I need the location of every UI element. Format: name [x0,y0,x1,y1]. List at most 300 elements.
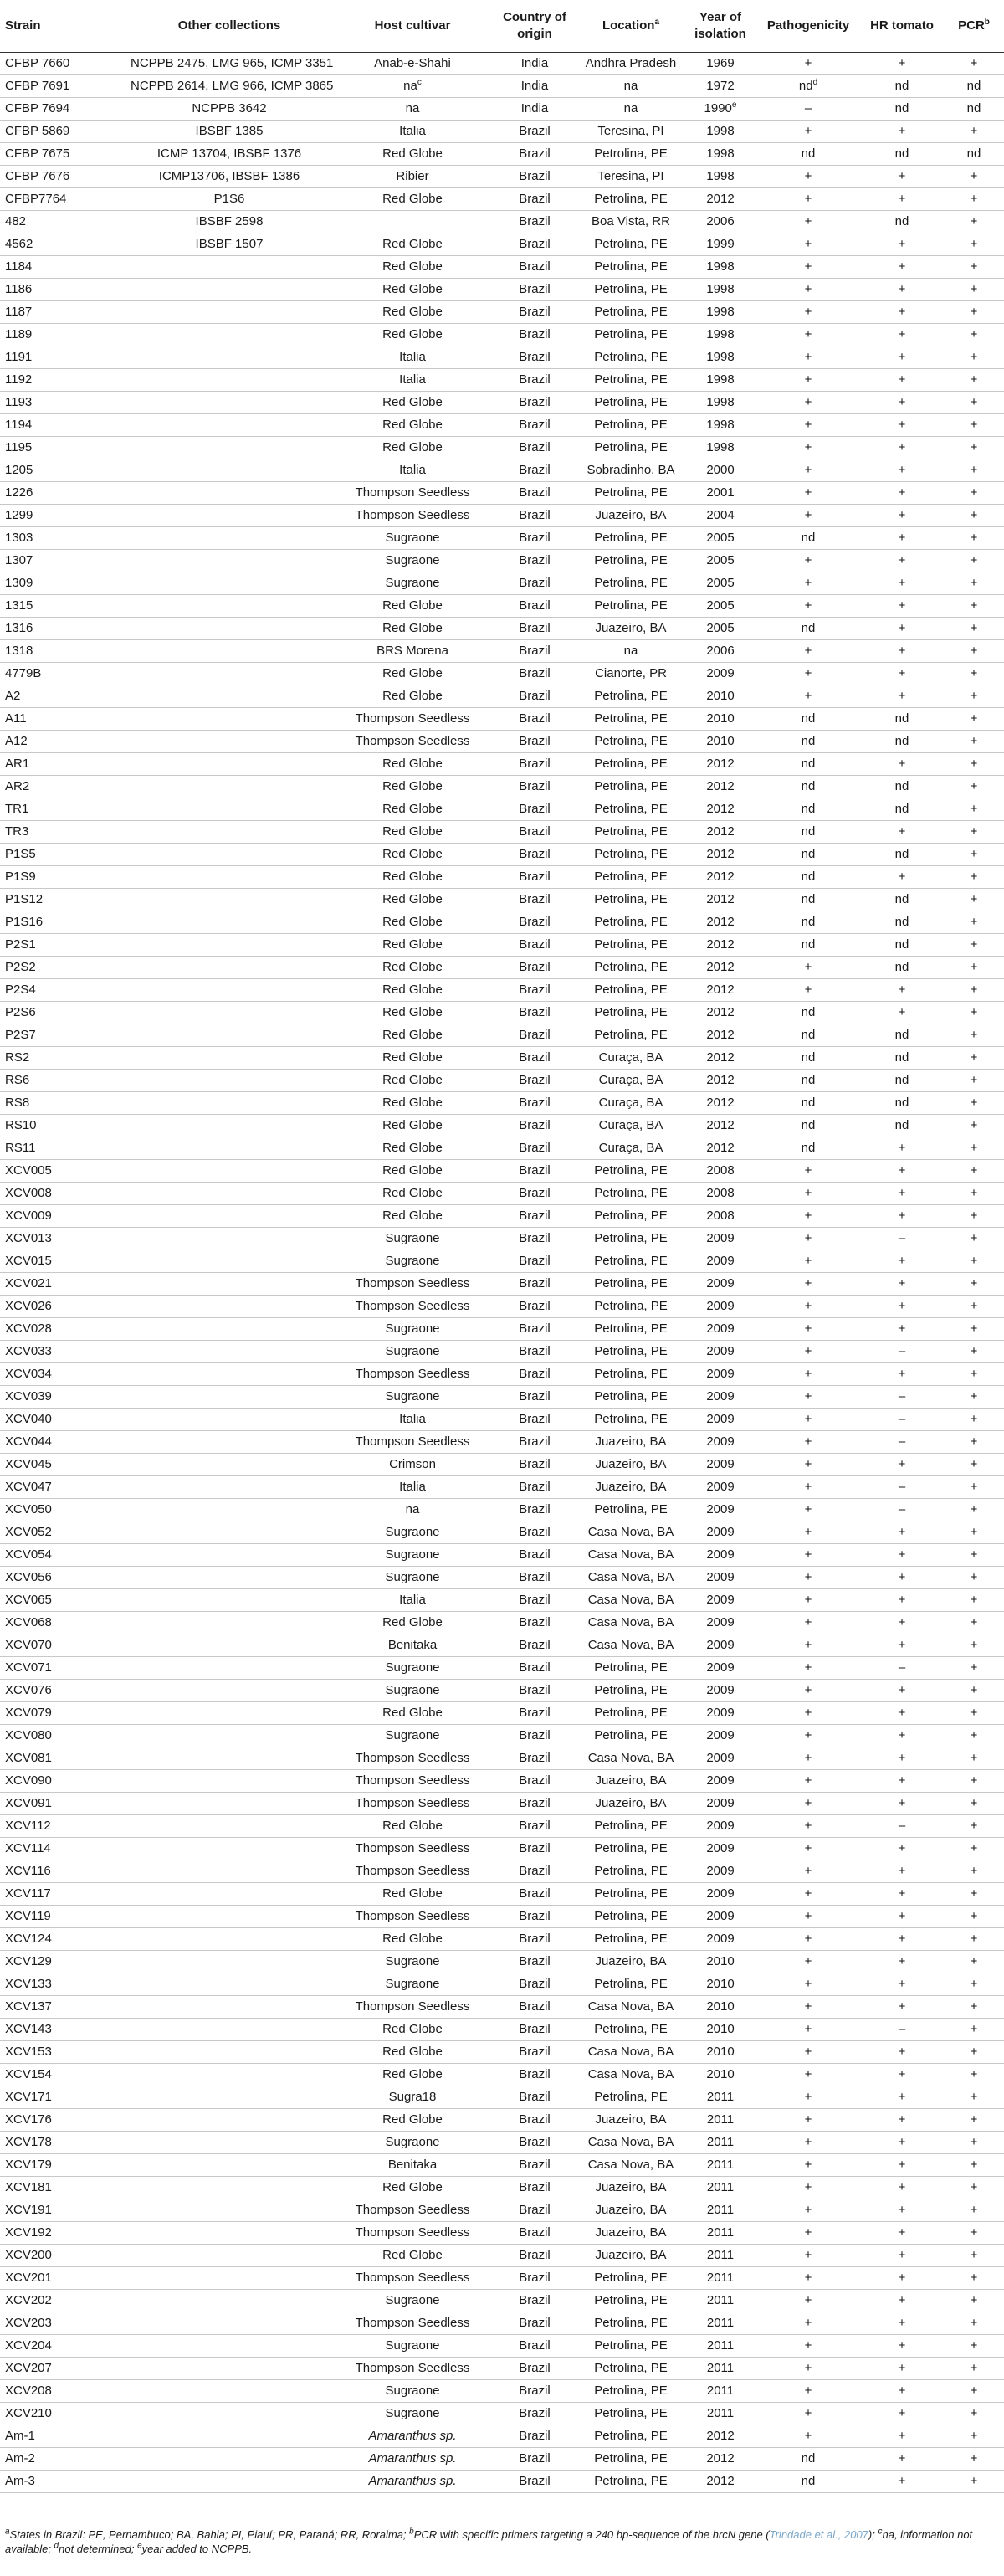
cell-host-cultivar: Red Globe [333,618,492,640]
cell-host-cultivar: Red Globe [333,1160,492,1183]
cell-pathogenicity: + [756,166,860,188]
cell-pathogenicity: + [756,1860,860,1883]
table-row [0,121,1004,143]
table-row [0,1567,1004,1589]
cell-location: Petrolina, PE [577,1183,684,1205]
cell-location: Casa Nova, BA [577,1612,684,1634]
cell-strain: XCV071 [0,1657,126,1680]
cell-strain: XCV154 [0,2064,126,2086]
cell-pcr: + [944,233,1004,256]
cell-strain: RS10 [0,1115,126,1137]
cell-pcr: + [944,1341,1004,1363]
cell-location: Petrolina, PE [577,1838,684,1860]
table-row [0,324,1004,346]
cell-strain: TR1 [0,798,126,821]
cell-year: 2005 [684,550,756,572]
cell-host-cultivar: Italia [333,459,492,482]
cell-country: Brazil [492,1476,577,1499]
cell-hr-tomato: + [860,346,944,369]
cell-host-cultivar: Red Globe [333,1024,492,1047]
cell-pathogenicity: + [756,685,860,708]
table-row [0,866,1004,889]
cell-country: Brazil [492,324,577,346]
cell-pathogenicity: + [756,1815,860,1838]
table-row [0,166,1004,188]
cell-location: Casa Nova, BA [577,1567,684,1589]
cell-country: Brazil [492,527,577,550]
cell-pcr: + [944,1589,1004,1612]
cell-other-collections [126,1793,333,1815]
cell-hr-tomato: + [860,1680,944,1702]
cell-country: Brazil [492,2403,577,2425]
cell-host-cultivar: Thompson Seedless [333,1770,492,1793]
table-row [0,2425,1004,2448]
cell-year: 2009 [684,1815,756,1838]
cell-pathogenicity: + [756,1521,860,1544]
cell-strain: XCV091 [0,1793,126,1815]
cell-other-collections [126,1047,333,1070]
cell-year: 2011 [684,2335,756,2358]
cell-location: Petrolina, PE [577,392,684,414]
cell-pathogenicity: nd [756,844,860,866]
cell-other-collections [126,934,333,957]
cell-pathogenicity: + [756,1770,860,1793]
cell-other-collections [126,685,333,708]
cell-strain: 1315 [0,595,126,618]
cell-year: 2010 [684,2019,756,2041]
cell-country: Brazil [492,2086,577,2109]
cell-other-collections [126,1454,333,1476]
cell-hr-tomato: – [860,1499,944,1521]
cell-country: Brazil [492,979,577,1002]
cell-pathogenicity: + [756,2222,860,2245]
cell-host-cultivar: Sugraone [333,1341,492,1363]
cell-host-cultivar: Sugraone [333,1544,492,1567]
cell-country: Brazil [492,2222,577,2245]
cell-year: 2011 [684,2177,756,2199]
cell-other-collections [126,776,333,798]
cell-year: 2009 [684,1386,756,1409]
cell-other-collections [126,1657,333,1680]
cell-host-cultivar: Red Globe [333,844,492,866]
cell-hr-tomato: + [860,550,944,572]
cell-year: 2012 [684,2448,756,2471]
cell-country: Brazil [492,392,577,414]
cell-location: Petrolina, PE [577,1341,684,1363]
cell-other-collections [126,2425,333,2448]
table-row [0,188,1004,211]
cell-other-collections [126,957,333,979]
cell-pcr: + [944,1521,1004,1544]
cell-pathogenicity: + [756,1273,860,1296]
table-row [0,889,1004,911]
cell-hr-tomato: + [860,1137,944,1160]
cell-country: Brazil [492,346,577,369]
cell-year: 2012 [684,934,756,957]
cell-location: Petrolina, PE [577,2290,684,2312]
cell-host-cultivar: Sugraone [333,1567,492,1589]
cell-other-collections [126,2358,333,2380]
table-row [0,663,1004,685]
cell-other-collections: NCPPB 2614, LMG 966, ICMP 3865 [126,75,333,98]
cell-year: 2011 [684,2290,756,2312]
cell-strain: XCV044 [0,1431,126,1454]
table-row [0,1363,1004,1386]
cell-other-collections [126,1183,333,1205]
cell-pathogenicity: + [756,1906,860,1928]
cell-pathogenicity: nd [756,2448,860,2471]
cell-hr-tomato: nd [860,75,944,98]
cell-country: Brazil [492,663,577,685]
cell-pathogenicity: + [756,2154,860,2177]
cell-country: Brazil [492,1567,577,1589]
cell-other-collections [126,663,333,685]
cell-year: 2008 [684,1205,756,1228]
cell-pathogenicity: + [756,2086,860,2109]
cell-other-collections [126,1273,333,1296]
cell-pathogenicity: nd [756,889,860,911]
cell-pathogenicity: + [756,663,860,685]
cell-other-collections [126,2448,333,2471]
cell-pathogenicity: + [756,1838,860,1860]
table-row [0,2471,1004,2493]
cell-year: 2011 [684,2267,756,2290]
cell-pcr: + [944,731,1004,753]
cell-pcr: + [944,1928,1004,1951]
cell-other-collections: NCPPB 2475, LMG 965, ICMP 3351 [126,53,333,75]
cell-location: Petrolina, PE [577,1906,684,1928]
cell-location: Petrolina, PE [577,2267,684,2290]
cell-location: Petrolina, PE [577,1702,684,1725]
cell-other-collections [126,1951,333,1973]
cell-pcr: + [944,1770,1004,1793]
cell-host-cultivar: Sugra18 [333,2086,492,2109]
table-row [0,279,1004,301]
cell-pcr: + [944,1228,1004,1250]
cell-strain: XCV005 [0,1160,126,1183]
cell-hr-tomato: + [860,663,944,685]
cell-location: Petrolina, PE [577,482,684,505]
cell-host-cultivar: Sugraone [333,550,492,572]
table-row [0,1928,1004,1951]
table-row [0,685,1004,708]
cell-host-cultivar: Sugraone [333,1228,492,1250]
cell-location: Petrolina, PE [577,595,684,618]
cell-location: Petrolina, PE [577,844,684,866]
table-row [0,1612,1004,1634]
cell-pathogenicity: + [756,1476,860,1499]
cell-location: Sobradinho, BA [577,459,684,482]
cell-year: 2005 [684,595,756,618]
cell-year: 2009 [684,1341,756,1363]
cell-country: Brazil [492,2471,577,2493]
cell-hr-tomato: + [860,2312,944,2335]
cell-year: 2009 [684,1883,756,1906]
cell-host-cultivar: Amaranthus sp. [333,2425,492,2448]
cell-year: 2012 [684,1115,756,1137]
cell-other-collections [126,1589,333,1612]
cell-hr-tomato: + [860,437,944,459]
cell-host-cultivar: Red Globe [333,1092,492,1115]
cell-pcr: + [944,256,1004,279]
cell-hr-tomato: nd [860,211,944,233]
cell-year: 2009 [684,1567,756,1589]
table-row [0,505,1004,527]
cell-pcr: nd [944,143,1004,166]
cell-strain: 1226 [0,482,126,505]
cell-other-collections [126,527,333,550]
cell-strain: CFBP 7694 [0,98,126,121]
cell-location: Casa Nova, BA [577,1747,684,1770]
cell-strain: 1299 [0,505,126,527]
cell-host-cultivar: Red Globe [333,1612,492,1634]
cell-location: Petrolina, PE [577,369,684,392]
cell-hr-tomato: + [860,527,944,550]
cell-hr-tomato: + [860,1521,944,1544]
table-row [0,437,1004,459]
table-row [0,1634,1004,1657]
table-row [0,1160,1004,1183]
cell-strain: A12 [0,731,126,753]
cell-pcr: + [944,911,1004,934]
cell-country: Brazil [492,166,577,188]
cell-strain: XCV207 [0,2358,126,2380]
cell-location: Petrolina, PE [577,731,684,753]
cell-other-collections [126,279,333,301]
cell-hr-tomato: + [860,2448,944,2471]
cell-host-cultivar: Red Globe [333,1883,492,1906]
cell-hr-tomato: + [860,821,944,844]
cell-host-cultivar: Italia [333,1476,492,1499]
cell-location: Petrolina, PE [577,188,684,211]
cell-other-collections [126,2086,333,2109]
cell-location: Petrolina, PE [577,1860,684,1883]
cell-pathogenicity: + [756,1996,860,2019]
cell-strain: P2S4 [0,979,126,1002]
cell-pcr: + [944,301,1004,324]
cell-other-collections [126,979,333,1002]
cell-pcr: + [944,2199,1004,2222]
cell-year: 2009 [684,1409,756,1431]
cell-pcr: + [944,1002,1004,1024]
cell-hr-tomato: nd [860,1092,944,1115]
cell-strain: RS2 [0,1047,126,1070]
cell-strain: XCV047 [0,1476,126,1499]
cell-country: Brazil [492,121,577,143]
cell-location: Petrolina, PE [577,2335,684,2358]
cell-pathogenicity: + [756,482,860,505]
cell-location: Curaça, BA [577,1137,684,1160]
cell-strain: CFBP7764 [0,188,126,211]
cell-country: Brazil [492,2177,577,2199]
cell-pcr: + [944,1431,1004,1454]
cell-pathogenicity: + [756,1431,860,1454]
cell-pcr: + [944,1160,1004,1183]
cell-location: Petrolina, PE [577,708,684,731]
cell-year: 2011 [684,2199,756,2222]
cell-hr-tomato: nd [860,1115,944,1137]
cell-host-cultivar: Red Globe [333,437,492,459]
cell-pcr: + [944,685,1004,708]
cell-hr-tomato: + [860,753,944,776]
cell-pathogenicity: + [756,640,860,663]
cell-location: Juazeiro, BA [577,1793,684,1815]
cell-year: 2009 [684,1634,756,1657]
cell-strain: XCV133 [0,1973,126,1996]
cell-hr-tomato: + [860,166,944,188]
cell-strain: XCV028 [0,1318,126,1341]
cell-hr-tomato: + [860,482,944,505]
table-row [0,1906,1004,1928]
cell-country: Brazil [492,279,577,301]
cell-country: Brazil [492,233,577,256]
cell-country: Brazil [492,437,577,459]
cell-other-collections [126,550,333,572]
table-row [0,708,1004,731]
cell-country: Brazil [492,1002,577,1024]
cell-pathogenicity: + [756,1183,860,1205]
cell-other-collections [126,2199,333,2222]
cell-host-cultivar: Sugraone [333,1973,492,1996]
cell-pcr: + [944,1747,1004,1770]
cell-strain: P1S5 [0,844,126,866]
cell-other-collections [126,844,333,866]
cell-host-cultivar: Red Globe [333,595,492,618]
cell-hr-tomato: + [860,505,944,527]
cell-hr-tomato: + [860,1634,944,1657]
cell-pcr: + [944,663,1004,685]
cell-strain: CFBP 7676 [0,166,126,188]
cell-pcr: + [944,1318,1004,1341]
cell-year: 2009 [684,1860,756,1883]
cell-pcr: + [944,2041,1004,2064]
table-row [0,934,1004,957]
cell-strain: XCV090 [0,1770,126,1793]
cell-other-collections [126,1002,333,1024]
cell-host-cultivar: Italia [333,1409,492,1431]
reference-link[interactable]: Trindade et al., 2007 [769,2528,868,2541]
table-row [0,1951,1004,1973]
cell-pcr: + [944,1883,1004,1906]
cell-pcr: + [944,1657,1004,1680]
cell-pcr: + [944,2245,1004,2267]
cell-strain: Am-1 [0,2425,126,2448]
cell-country: Brazil [492,911,577,934]
cell-country: Brazil [492,1363,577,1386]
cell-year: 2005 [684,618,756,640]
cell-host-cultivar: Benitaka [333,1634,492,1657]
cell-strain: XCV178 [0,2132,126,2154]
cell-location: Petrolina, PE [577,2448,684,2471]
cell-location: Juazeiro, BA [577,1770,684,1793]
cell-hr-tomato: + [860,279,944,301]
cell-year: 2010 [684,1951,756,1973]
cell-country: Brazil [492,1183,577,1205]
cell-host-cultivar: na [333,98,492,121]
header-hr-tomato: HR tomato [860,0,944,53]
cell-pathogenicity: + [756,301,860,324]
cell-year: 2009 [684,1318,756,1341]
cell-other-collections [126,618,333,640]
cell-location: Curaça, BA [577,1092,684,1115]
cell-country: India [492,53,577,75]
cell-year: 2011 [684,2154,756,2177]
cell-year: 2011 [684,2403,756,2425]
cell-host-cultivar: Thompson Seedless [333,1363,492,1386]
cell-host-cultivar: Red Globe [333,1183,492,1205]
cell-country: Brazil [492,2425,577,2448]
table-row [0,1544,1004,1567]
cell-pathogenicity: nd [756,1024,860,1047]
cell-hr-tomato: nd [860,776,944,798]
cell-pcr: + [944,1024,1004,1047]
table-footnotes: $^a$States in Brazil: PE, Pernambuco; BA, Bahia; PI, Piauí; PR, Paraná; RR, Roraima; $^b$PCR with specific primers targeting a 240 bp-sequence of the hrcN gene (Trindade et al., 2007); $^c$na, information not available; $^d$not determined; $^e$year added to NCPPB. [5,2527,973,2555]
cell-location: Petrolina, PE [577,2380,684,2403]
table-row [0,753,1004,776]
cell-other-collections [126,1250,333,1273]
cell-pcr: + [944,1363,1004,1386]
cell-other-collections [126,301,333,324]
cell-host-cultivar: Sugraone [333,1657,492,1680]
cell-hr-tomato: + [860,1906,944,1928]
header-host-cultivar: Host cultivar [333,0,492,53]
cell-host-cultivar: Red Globe [333,414,492,437]
cell-year: 2012 [684,776,756,798]
cell-hr-tomato: + [860,2109,944,2132]
cell-other-collections [126,1928,333,1951]
cell-year: 2009 [684,1544,756,1567]
cell-pathogenicity: nd [756,618,860,640]
cell-strain: XCV117 [0,1883,126,1906]
cell-strain: CFBP 7675 [0,143,126,166]
cell-year: 2012 [684,911,756,934]
cell-country: Brazil [492,2109,577,2132]
cell-country: Brazil [492,731,577,753]
cell-host-cultivar: Red Globe [333,324,492,346]
cell-host-cultivar: Italia [333,121,492,143]
cell-strain: 1192 [0,369,126,392]
cell-pathogenicity: nd [756,708,860,731]
cell-year: 2010 [684,708,756,731]
cell-country: Brazil [492,1725,577,1747]
cell-host-cultivar: Amaranthus sp. [333,2448,492,2471]
cell-host-cultivar: Sugraone [333,1386,492,1409]
cell-strain: XCV021 [0,1273,126,1296]
cell-year: 2012 [684,957,756,979]
cell-country: Brazil [492,866,577,889]
cell-hr-tomato: nd [860,957,944,979]
cell-pathogenicity: + [756,1702,860,1725]
cell-pathogenicity: nd [756,1002,860,1024]
cell-country: Brazil [492,1273,577,1296]
cell-location: Juazeiro, BA [577,1476,684,1499]
cell-host-cultivar: Italia [333,346,492,369]
header-pcr: PCR$^b$ [944,0,1004,53]
table-row [0,1070,1004,1092]
cell-location: Juazeiro, BA [577,1431,684,1454]
cell-hr-tomato: + [860,1838,944,1860]
cell-pathogenicity: + [756,1589,860,1612]
cell-pathogenicity: + [756,550,860,572]
cell-hr-tomato: + [860,2154,944,2177]
cell-strain: XCV112 [0,1815,126,1838]
cell-strain: XCV181 [0,2177,126,2199]
cell-country: Brazil [492,2312,577,2335]
cell-other-collections [126,1567,333,1589]
cell-pcr: + [944,2335,1004,2358]
cell-hr-tomato: + [860,595,944,618]
cell-hr-tomato: + [860,1205,944,1228]
